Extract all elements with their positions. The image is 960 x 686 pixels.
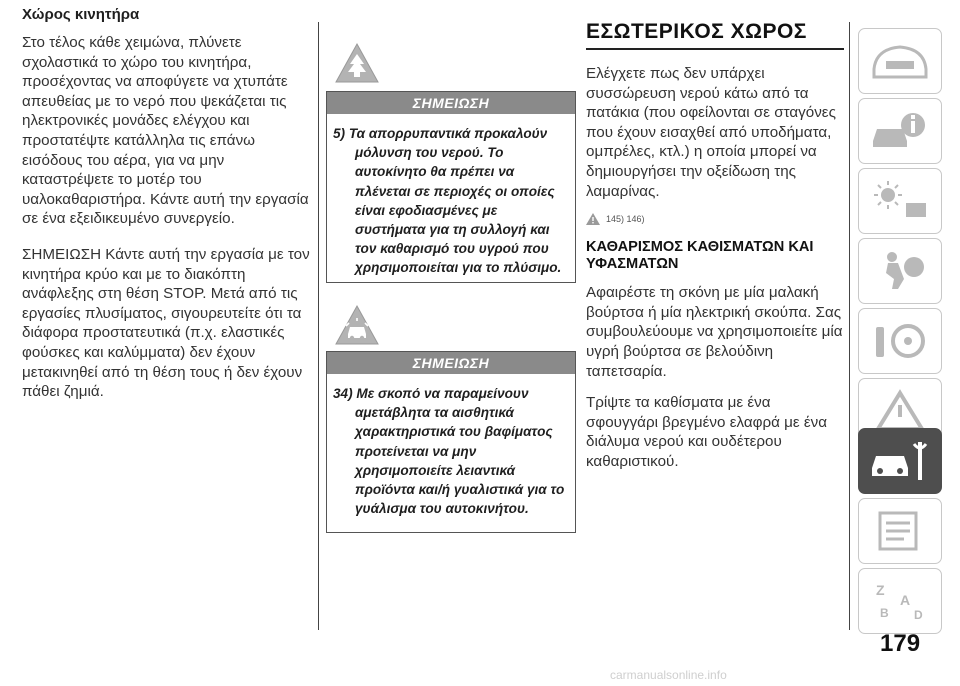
tab-technical-data[interactable] bbox=[858, 498, 942, 564]
note-text: 34) Με σκοπό να παραμείνουν αμετάβλητα τα αισθητικά χαρακτηριστικά του βαφίματος προτείνεται να μην χρησιμοποιείτε λειαντικά προϊόντα και/ή γυαλιστικά για το γυάλισμα του αυτοκινήτου. bbox=[333, 386, 565, 517]
seat-cleaning-paragraph-1: Αφαιρέστε τη σκόνη με μία μαλακή βούρτσα ή μία ηλεκτρική σκούπα. Σας συμβουλεύουμε να χρησιμοποιείτε μία υγρή βούρτσα σε βελούδινη ταπετσαρία. bbox=[586, 284, 843, 380]
svg-text:B: B bbox=[880, 606, 889, 620]
airbag-safety-icon bbox=[870, 249, 930, 293]
site-watermark: carmanualsonline.info bbox=[610, 668, 727, 682]
car-info-icon bbox=[869, 109, 931, 153]
tab-maintenance[interactable] bbox=[858, 428, 942, 494]
car-care-icon bbox=[334, 304, 380, 346]
engine-bay-note-paragraph: ΣΗΜΕΙΩΣΗ Κάντε αυτή την εργασία με τον κινητήρα κρύο και με το διακόπτη ανάφλεξης στη θέση STOP. Μετά από τις εργασίες πλυσίματος, σιγουρευτείτε ότι τα διάφορα προστατευτικά (π.χ. ελαστικές φούσκες και καλύμματα) δεν έχουν μετακινηθεί από τη θέση τους ή δεν έχουν πάθει ζημιά. bbox=[22, 245, 310, 401]
note-header: ΣΗΜΕΙΩΣΗ bbox=[327, 92, 575, 114]
svg-text:A: A bbox=[900, 592, 911, 608]
note-text: 5) Τα απορρυπαντικά προκαλούν μόλυνση του νερού. Το αυτοκίνητο θα πρέπει να πλένεται σε περιοχές οι οποίες είναι εφοδιασμένες με συστήματα για τη συλλογή και τον καθαρισμό του υγρού που χρησιμοποιείται για το πλύσιμο. bbox=[333, 126, 562, 276]
seat-cleaning-paragraph-2: Τρίψτε τα καθίσματα με ένα σφουγγάρι βρεγμένο ελαφρά με ένα διάλυμα νερού και ουδέτερου καθαριστικού. bbox=[586, 394, 827, 470]
warning-lights-icon bbox=[870, 179, 930, 223]
svg-text:Z: Z bbox=[876, 582, 885, 598]
environment-tree-icon bbox=[334, 42, 380, 84]
page-number: 179 bbox=[880, 630, 921, 657]
alphabetical-index-icon bbox=[870, 579, 930, 623]
tab-index[interactable] bbox=[858, 568, 942, 634]
warning-references bbox=[586, 213, 846, 225]
tab-safety[interactable] bbox=[858, 238, 942, 304]
tab-starting-driving[interactable] bbox=[858, 308, 942, 374]
tab-warning-lights[interactable] bbox=[858, 168, 942, 234]
reference-numbers: 145) 146) bbox=[606, 214, 645, 225]
svg-text:D: D bbox=[914, 608, 923, 622]
section-title: ΕΣΩΤΕΡΙΚΟΣ ΧΩΡΟΣ bbox=[586, 20, 807, 43]
column-divider-3 bbox=[849, 22, 850, 630]
steering-start-icon bbox=[870, 319, 930, 363]
engine-bay-heading: Χώρος κινητήρα bbox=[22, 6, 140, 23]
maintenance-car-wrench-icon bbox=[868, 438, 932, 484]
environment-note-box bbox=[326, 91, 576, 283]
left-column bbox=[22, 0, 312, 414]
section-title-rule bbox=[586, 48, 844, 50]
paint-care-note-box bbox=[326, 351, 576, 533]
middle-column bbox=[326, 0, 576, 600]
note-header: ΣΗΜΕΙΩΣΗ bbox=[327, 352, 575, 374]
car-dashboard-icon bbox=[870, 39, 930, 83]
emergency-triangle-icon bbox=[870, 389, 930, 433]
column-divider-1 bbox=[318, 22, 319, 630]
right-column bbox=[586, 0, 846, 484]
interior-paragraph: Ελέγχετε πως δεν υπάρχει συσσώρευση νερού κάτω από τα πατάκια (που οφείλονται σε σταγόνες που έχουν εισαχθεί από υποδήματα, ομπρέλες, κτλ.) η οποία μπορεί να δημιουργήσει την οξείδωση της λαμαρίνας. bbox=[586, 65, 836, 200]
technical-data-icon bbox=[870, 509, 930, 553]
warning-triangle-icon bbox=[586, 213, 600, 225]
engine-bay-paragraph: Στο τέλος κάθε χειμώνα, πλύνετε σχολαστικά το χώρο του κινητήρα, προσέχοντας να αποφύγετε να χτυπάτε απευθείας με το νερό που ψεκάζεται τις ηλεκτρονικές μονάδες ελέγχου και προστατέψτε κατάλληλα τις επάνω εισόδους του αέρα, για να μην καταστρέψετε το μοτέρ του υαλοκαθαριστήρα. Κάντε αυτή την εργασία σε ένα εξειδικευμένο συνεργείο. bbox=[22, 34, 309, 228]
tab-car-info[interactable] bbox=[858, 98, 942, 164]
tab-dashboard[interactable] bbox=[858, 28, 942, 94]
seat-cleaning-heading: ΚΑΘΑΡΙΣΜΟΣ ΚΑΘΙΣΜΑΤΩΝ ΚΑΙ ΥΦΑΣΜΑΤΩΝ bbox=[586, 239, 814, 273]
